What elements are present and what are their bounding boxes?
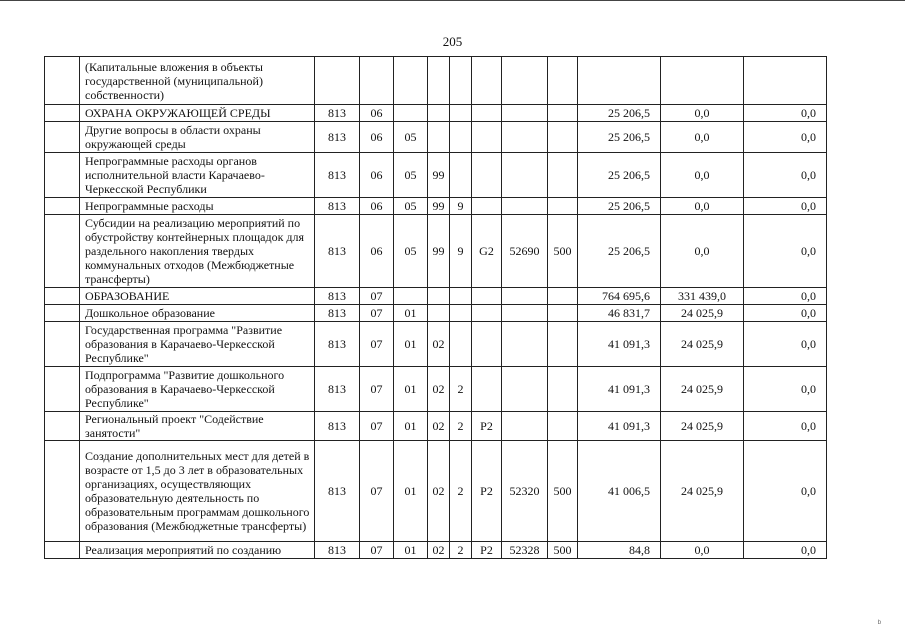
row-subsection: 05 xyxy=(394,198,428,215)
row-section: 06 xyxy=(360,198,394,215)
row-admin-code: 813 xyxy=(315,441,360,542)
row-sum-2: 24 025,9 xyxy=(661,305,744,322)
row-name: Подпрограмма "Развитие дошкольного образования в Карачаево-Черкесской Республике" xyxy=(80,367,315,412)
row-section: 06 xyxy=(360,105,394,122)
row-admin-code xyxy=(315,57,360,105)
row-sum-1: 46 831,7 xyxy=(578,305,661,322)
row-sum-2: 24 025,9 xyxy=(661,412,744,441)
row-name: Субсидии на реализацию мероприятий по обустройству контейнерных площадок для раздельного накопления твердых коммунальных отходов (Межбюджетные трансферты) xyxy=(80,215,315,288)
row-admin-code: 813 xyxy=(315,305,360,322)
row-name: ОБРАЗОВАНИЕ xyxy=(80,288,315,305)
row-name: Другие вопросы в области охраны окружающей среды xyxy=(80,122,315,153)
row-program: 02 xyxy=(428,322,450,367)
row-expense-type xyxy=(548,105,578,122)
row-direction xyxy=(502,105,548,122)
row-subsection: 01 xyxy=(394,542,428,559)
row-subsection: 01 xyxy=(394,322,428,367)
row-expense-type xyxy=(548,288,578,305)
row-blank-cell xyxy=(45,288,80,305)
row-blank-cell xyxy=(45,153,80,198)
table-row xyxy=(45,122,827,153)
row-sum-3: 0,0 xyxy=(744,153,827,198)
row-subsection: 05 xyxy=(394,215,428,288)
row-project xyxy=(472,105,502,122)
row-sum-1: 41 091,3 xyxy=(578,322,661,367)
row-sum-2: 24 025,9 xyxy=(661,367,744,412)
row-sum-3: 0,0 xyxy=(744,122,827,153)
row-project: P2 xyxy=(472,542,502,559)
row-direction xyxy=(502,153,548,198)
row-section: 07 xyxy=(360,412,394,441)
row-program: 02 xyxy=(428,441,450,542)
table-row xyxy=(45,153,827,198)
row-subsection xyxy=(394,105,428,122)
table-row xyxy=(45,542,827,559)
row-program: 02 xyxy=(428,367,450,412)
row-sum-3: 0,0 xyxy=(744,105,827,122)
row-sum-3: 0,0 xyxy=(744,305,827,322)
table-row xyxy=(45,367,827,412)
row-subsection: 01 xyxy=(394,367,428,412)
row-blank-cell xyxy=(45,322,80,367)
row-direction xyxy=(502,412,548,441)
row-direction xyxy=(502,198,548,215)
row-admin-code: 813 xyxy=(315,215,360,288)
row-blank-cell xyxy=(45,57,80,105)
row-sum-3 xyxy=(744,57,827,105)
row-project: P2 xyxy=(472,412,502,441)
row-subprogram: 9 xyxy=(450,215,472,288)
row-section: 06 xyxy=(360,153,394,198)
row-direction: 52328 xyxy=(502,542,548,559)
row-name: Создание дополнительных мест для детей в возрасте от 1,5 до 3 лет в образовательных организациях, осуществляющих образовательную деятельность по образовательным программам дошкольного образования (Межбюджетные трансферты) xyxy=(80,441,315,542)
row-section: 07 xyxy=(360,542,394,559)
row-direction xyxy=(502,288,548,305)
row-sum-2: 24 025,9 xyxy=(661,322,744,367)
row-expense-type xyxy=(548,198,578,215)
row-program xyxy=(428,57,450,105)
row-sum-2: 24 025,9 xyxy=(661,441,744,542)
row-expense-type xyxy=(548,322,578,367)
row-subprogram: 2 xyxy=(450,441,472,542)
row-subsection: 01 xyxy=(394,441,428,542)
row-subprogram: 2 xyxy=(450,542,472,559)
row-program xyxy=(428,122,450,153)
row-sum-3: 0,0 xyxy=(744,542,827,559)
row-sum-3: 0,0 xyxy=(744,441,827,542)
row-program: 02 xyxy=(428,542,450,559)
row-subprogram xyxy=(450,288,472,305)
page-number: 205 xyxy=(442,34,463,49)
row-direction: 52690 xyxy=(502,215,548,288)
row-blank-cell xyxy=(45,105,80,122)
row-sum-3: 0,0 xyxy=(744,215,827,288)
row-sum-1: 25 206,5 xyxy=(578,122,661,153)
row-sum-2 xyxy=(661,57,744,105)
row-direction xyxy=(502,305,548,322)
row-name: Реализация мероприятий по созданию xyxy=(80,542,315,559)
row-subprogram xyxy=(450,122,472,153)
row-section: 06 xyxy=(360,122,394,153)
row-project: P2 xyxy=(472,441,502,542)
row-sum-2: 0,0 xyxy=(661,542,744,559)
row-direction xyxy=(502,57,548,105)
row-name: ОХРАНА ОКРУЖАЮЩЕЙ СРЕДЫ xyxy=(80,105,315,122)
row-subsection: 05 xyxy=(394,122,428,153)
row-name: Непрограммные расходы xyxy=(80,198,315,215)
row-project xyxy=(472,57,502,105)
row-sum-1: 25 206,5 xyxy=(578,105,661,122)
table-row xyxy=(45,288,827,305)
row-section: 06 xyxy=(360,215,394,288)
row-project xyxy=(472,198,502,215)
row-admin-code: 813 xyxy=(315,322,360,367)
row-program: 99 xyxy=(428,215,450,288)
row-blank-cell xyxy=(45,412,80,441)
row-subprogram: 2 xyxy=(450,367,472,412)
row-sum-1: 764 695,6 xyxy=(578,288,661,305)
row-admin-code: 813 xyxy=(315,367,360,412)
row-subprogram: 9 xyxy=(450,198,472,215)
row-name: Региональный проект "Содействие занятости" xyxy=(80,412,315,441)
table-row xyxy=(45,305,827,322)
row-sum-1: 25 206,5 xyxy=(578,198,661,215)
row-subsection: 01 xyxy=(394,412,428,441)
row-program: 02 xyxy=(428,412,450,441)
row-expense-type xyxy=(548,412,578,441)
row-blank-cell xyxy=(45,122,80,153)
row-sum-3: 0,0 xyxy=(744,198,827,215)
row-subprogram xyxy=(450,322,472,367)
row-expense-type: 500 xyxy=(548,441,578,542)
row-admin-code: 813 xyxy=(315,542,360,559)
row-blank-cell xyxy=(45,215,80,288)
row-name: (Капитальные вложения в объекты государственной (муниципальной) собственности) xyxy=(80,57,315,105)
row-project xyxy=(472,153,502,198)
row-section: 07 xyxy=(360,288,394,305)
row-project xyxy=(472,122,502,153)
row-admin-code: 813 xyxy=(315,412,360,441)
row-sum-3: 0,0 xyxy=(744,322,827,367)
row-sum-2: 0,0 xyxy=(661,105,744,122)
row-section: 07 xyxy=(360,367,394,412)
row-sum-1: 41 006,5 xyxy=(578,441,661,542)
row-subprogram xyxy=(450,153,472,198)
row-direction xyxy=(502,322,548,367)
row-sum-3: 0,0 xyxy=(744,412,827,441)
row-sum-2: 0,0 xyxy=(661,198,744,215)
row-admin-code: 813 xyxy=(315,122,360,153)
row-expense-type xyxy=(548,57,578,105)
row-subsection xyxy=(394,288,428,305)
table-row xyxy=(45,57,827,105)
row-program: 99 xyxy=(428,153,450,198)
row-expense-type: 500 xyxy=(548,542,578,559)
row-blank-cell xyxy=(45,542,80,559)
row-direction xyxy=(502,122,548,153)
table-row xyxy=(45,441,827,542)
row-expense-type xyxy=(548,305,578,322)
row-sum-1: 25 206,5 xyxy=(578,215,661,288)
row-expense-type: 500 xyxy=(548,215,578,288)
row-section: 07 xyxy=(360,305,394,322)
row-sum-2: 0,0 xyxy=(661,122,744,153)
scan-speck: ᵇ xyxy=(877,618,881,628)
budget-table-body xyxy=(45,57,827,559)
row-blank-cell xyxy=(45,441,80,542)
row-sum-1 xyxy=(578,57,661,105)
row-subsection: 05 xyxy=(394,153,428,198)
row-program: 99 xyxy=(428,198,450,215)
row-project: G2 xyxy=(472,215,502,288)
row-name: Непрограммные расходы органов исполнительной власти Карачаево-Черкесской Республики xyxy=(80,153,315,198)
page-top-edge xyxy=(0,0,905,1)
row-blank-cell xyxy=(45,305,80,322)
row-sum-1: 84,8 xyxy=(578,542,661,559)
row-subprogram xyxy=(450,57,472,105)
table-row xyxy=(45,322,827,367)
row-sum-1: 41 091,3 xyxy=(578,367,661,412)
row-section: 07 xyxy=(360,322,394,367)
row-subprogram xyxy=(450,105,472,122)
table-row xyxy=(45,105,827,122)
row-blank-cell xyxy=(45,367,80,412)
row-section: 07 xyxy=(360,441,394,542)
row-sum-3: 0,0 xyxy=(744,367,827,412)
row-admin-code: 813 xyxy=(315,288,360,305)
row-section xyxy=(360,57,394,105)
row-admin-code: 813 xyxy=(315,105,360,122)
row-direction: 52320 xyxy=(502,441,548,542)
row-subprogram: 2 xyxy=(450,412,472,441)
row-expense-type xyxy=(548,367,578,412)
row-program xyxy=(428,288,450,305)
row-expense-type xyxy=(548,122,578,153)
row-expense-type xyxy=(548,153,578,198)
budget-table xyxy=(44,56,827,559)
row-sum-3: 0,0 xyxy=(744,288,827,305)
row-subsection: 01 xyxy=(394,305,428,322)
row-admin-code: 813 xyxy=(315,153,360,198)
row-sum-2: 331 439,0 xyxy=(661,288,744,305)
row-name: Дошкольное образование xyxy=(80,305,315,322)
table-row xyxy=(45,198,827,215)
table-row xyxy=(45,412,827,441)
row-program xyxy=(428,105,450,122)
table-row xyxy=(45,215,827,288)
row-project xyxy=(472,322,502,367)
row-admin-code: 813 xyxy=(315,198,360,215)
row-sum-2: 0,0 xyxy=(661,215,744,288)
row-sum-1: 41 091,3 xyxy=(578,412,661,441)
row-sum-1: 25 206,5 xyxy=(578,153,661,198)
row-blank-cell xyxy=(45,198,80,215)
row-project xyxy=(472,305,502,322)
row-direction xyxy=(502,367,548,412)
row-project xyxy=(472,288,502,305)
row-name: Государственная программа "Развитие образования в Карачаево-Черкесской Республике" xyxy=(80,322,315,367)
row-project xyxy=(472,367,502,412)
row-subprogram xyxy=(450,305,472,322)
row-sum-2: 0,0 xyxy=(661,153,744,198)
row-subsection xyxy=(394,57,428,105)
row-program xyxy=(428,305,450,322)
